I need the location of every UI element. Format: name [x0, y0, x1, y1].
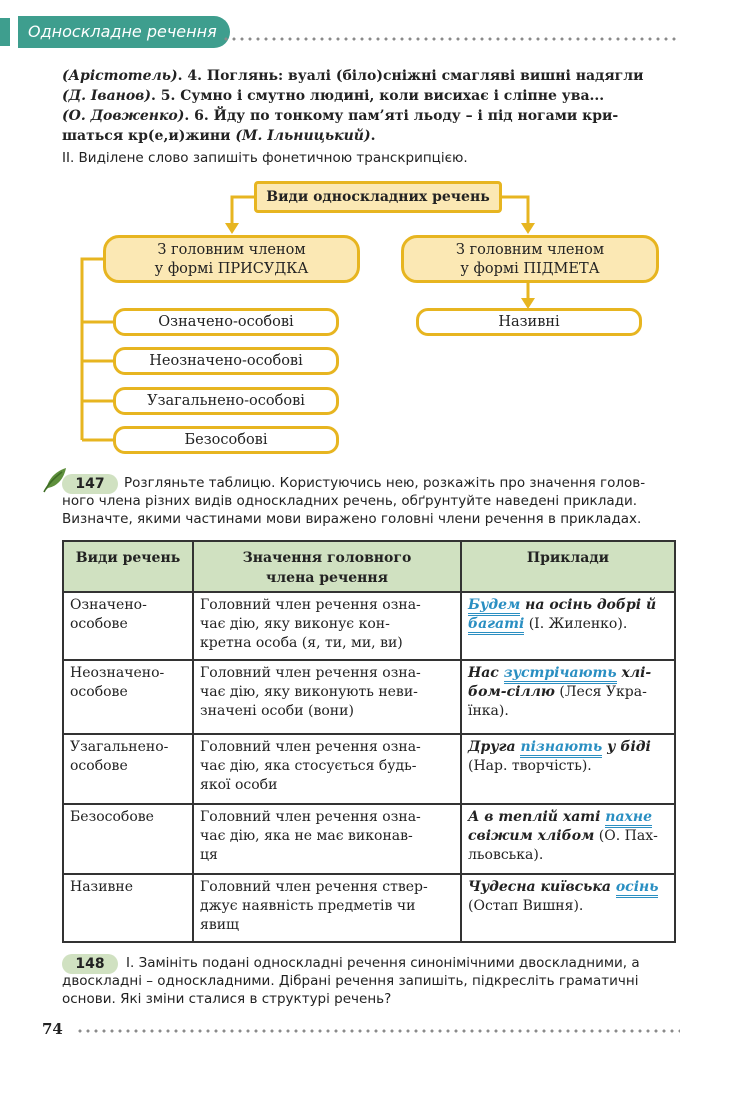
example-line: [468, 615, 668, 634]
cell-line: особове: [70, 758, 128, 774]
example-text: хлі-: [616, 665, 652, 681]
left-item-box: Неозначено-особові: [113, 347, 339, 375]
intro-text: . 5. Сумно і смутно людині, коли висихає і сліпне ува...: [151, 88, 605, 104]
example-text: у біді: [602, 739, 651, 755]
cell-sentence-type: [63, 874, 193, 942]
cell-line: чає дію, яку виконує кон-: [200, 616, 390, 632]
example-text: свіжим хлібом: [468, 828, 595, 844]
cell-line: джує наявність предметів чи: [200, 898, 416, 914]
task-148-line: двоскладні – односкладними. Дібрані речення запишіть, підкресліть граматичні: [62, 973, 639, 989]
dotted-rule-bottom: [76, 1028, 680, 1034]
example-source: (Нар. творчість).: [468, 758, 592, 774]
cell-line: чає дію, яка не має виконав-: [200, 828, 413, 844]
main-member-word: осінь: [616, 879, 659, 898]
cell-meaning: [193, 804, 461, 874]
connector-title-right: [502, 197, 528, 225]
header-types: Види речень: [63, 541, 193, 592]
arrow-right-head: [521, 223, 535, 234]
diagram-title: Види односкладних речень: [254, 181, 502, 213]
task-148-text: [62, 954, 676, 1008]
left-item-box: Безособові: [113, 426, 339, 454]
task-part-two: II. Виділене слово запишіть фонетичною транскрипцією.: [62, 150, 468, 166]
example-line: [468, 878, 668, 897]
main-member-word: зустрічають: [504, 665, 617, 684]
example-text: Друга: [468, 739, 521, 755]
diagram-connectors: [0, 0, 734, 460]
task-147-line: Визначте, якими частинами мови виражено головні члени речення в прикладах.: [62, 511, 642, 527]
cell-line: особове: [70, 684, 128, 700]
example-line: [468, 808, 668, 827]
cell-meaning: [193, 874, 461, 942]
right-branch-box: [401, 235, 659, 283]
cell-example: [461, 592, 675, 660]
cell-line: якої особи: [200, 777, 278, 793]
intro-text: .: [370, 128, 376, 144]
cell-line: Головний член речення озна-: [200, 809, 421, 825]
table-row: [63, 660, 675, 734]
main-member-word: Будем: [468, 597, 520, 616]
citation-author: (Д. Іванов): [62, 88, 151, 104]
example-line: [468, 897, 668, 916]
arrow-left-head: [225, 223, 239, 234]
table-row: [63, 874, 675, 942]
example-text: Чудесна київська: [468, 879, 616, 895]
page-number: 74: [42, 1020, 63, 1038]
sentence-types-table: [62, 540, 676, 943]
citation-author: (М. Ільницький): [235, 128, 371, 144]
header-meaning-line1: Значення головного: [242, 550, 412, 566]
cell-line: чає дію, яку виконують неви-: [200, 684, 418, 700]
cell-line: Головний член речення ствер-: [200, 879, 428, 895]
task-147-line: Розгляньте таблицю. Користуючись нею, розкажіть про значення голов-: [124, 475, 646, 491]
header-meaning-line2: члена речення: [266, 570, 388, 586]
example-line: [468, 596, 668, 615]
left-branch-line1: З головним членом: [157, 242, 306, 258]
main-member-word: пахне: [605, 809, 652, 828]
example-text: Нас: [468, 665, 504, 681]
cell-line: Називне: [70, 879, 134, 895]
main-member-word: багаті: [468, 616, 524, 635]
example-line: [468, 827, 668, 846]
table-row: [63, 734, 675, 804]
example-line: [468, 738, 668, 757]
cell-sentence-type: [63, 804, 193, 874]
cell-example: [461, 804, 675, 874]
right-branch-line1: З головним членом: [455, 242, 605, 258]
example-source: (Остап Вишня).: [468, 898, 584, 914]
cell-line: Узагальнено-: [70, 739, 169, 755]
cell-line: Головний член речення озна-: [200, 739, 421, 755]
cell-line: Головний член речення озна-: [200, 665, 421, 681]
main-member-word: пізнають: [520, 739, 602, 758]
intro-text: шаться кр(е,и)жини: [62, 128, 236, 144]
task-147-text: [62, 474, 676, 528]
left-item-box: Означено-особові: [113, 308, 339, 336]
cell-example: [461, 874, 675, 942]
example-line: [468, 683, 668, 702]
example-line: [468, 846, 668, 865]
cell-sentence-type: [63, 734, 193, 804]
cell-meaning: [193, 734, 461, 804]
cell-line: явищ: [200, 917, 240, 933]
example-line: [468, 702, 668, 721]
example-source: льовська).: [468, 847, 544, 863]
citation-author: (Арістотель): [62, 68, 178, 84]
table-row: [63, 592, 675, 660]
header-meaning: [193, 541, 461, 592]
intro-text: . 6. Йду по тонкому пам’яті льоду – і під ногами кри-: [184, 108, 619, 124]
cell-sentence-type: [63, 592, 193, 660]
cell-example: [461, 734, 675, 804]
cell-line: значені особи (вони): [200, 703, 354, 719]
task-number-148: 148: [62, 954, 118, 974]
cell-line: Неозначено-: [70, 665, 165, 681]
cell-line: Означено-: [70, 597, 147, 613]
cell-line: чає дію, яка стосується будь-: [200, 758, 417, 774]
cell-meaning: [193, 660, 461, 734]
task-number-147: 147: [62, 474, 118, 494]
cell-meaning: [193, 592, 461, 660]
example-line: [468, 664, 668, 683]
table-row: [63, 804, 675, 874]
cell-line: ця: [200, 847, 218, 863]
example-text: на осінь добрі й: [520, 597, 657, 613]
example-source: (Леся Укра-: [554, 684, 647, 700]
example-source: їнка).: [468, 703, 509, 719]
example-text: А в теплій хаті: [468, 809, 606, 825]
cell-line: особове: [70, 616, 128, 632]
left-branch-line2: у формі ПРИСУДКА: [154, 261, 309, 277]
right-item-box: Називні: [416, 308, 642, 336]
task-148-line: I. Замініть подані односкладні речення синонімічними двоскладними, а: [126, 955, 640, 971]
section-title: Односкладне речення: [18, 16, 230, 48]
intro-text: . 4. Поглянь: вуалі (біло)сніжні смагляві вишні надягли: [177, 68, 644, 84]
task-147-line: ного члена різних видів односкладних речень, обґрунтуйте наведені приклади.: [62, 493, 638, 509]
left-item-box: Узагальнено-особові: [113, 387, 339, 415]
cell-line: Головний член речення озна-: [200, 597, 421, 613]
table-body: [63, 592, 675, 942]
cell-line: кретна особа (я, ти, ми, ви): [200, 635, 403, 651]
connector-title-left: [232, 197, 254, 225]
cell-sentence-type: [63, 660, 193, 734]
left-branch-box: [103, 235, 360, 283]
task-148-line: основи. Які зміни сталися в структурі речень?: [62, 991, 392, 1007]
cell-example: [461, 660, 675, 734]
example-line: [468, 757, 668, 776]
connector-left-spine: [82, 259, 104, 440]
example-source: (О. Пах-: [594, 828, 658, 844]
example-source: (І. Жиленко).: [524, 616, 628, 632]
table-header-row: [63, 541, 675, 592]
citation-author: (О. Довженко): [62, 108, 185, 124]
header-examples: Приклади: [461, 541, 675, 592]
right-branch-line2: у формі ПІДМЕТА: [460, 261, 600, 277]
example-text: бом-сіллю: [468, 684, 555, 700]
cell-line: Безособове: [70, 809, 154, 825]
